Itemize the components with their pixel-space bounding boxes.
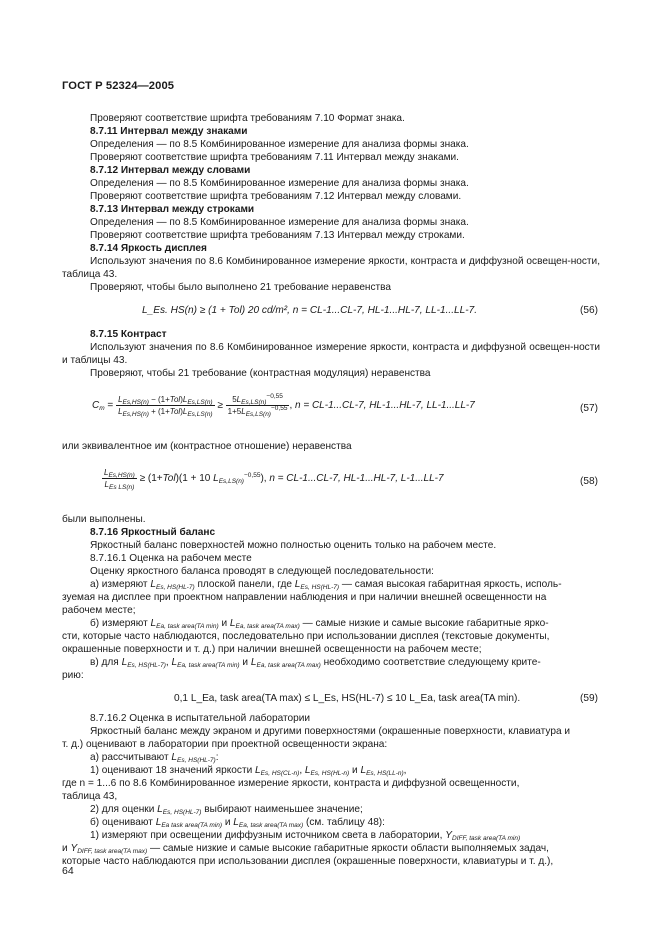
- paragraph: 8.7.16.1 Оценка на рабочем месте: [90, 553, 252, 564]
- paragraph: а) измеряют $L_{Es, HS(HL-7)}$ плоской панели, где $L_{Es, HS(HL-7)}$ — самая высокая габаритная яркость, исполь-: [90, 579, 562, 591]
- paragraph: Определения — по 8.5 Комбинированное измерение для анализа формы знака.: [90, 217, 469, 228]
- formula-56: [62, 298, 600, 324]
- formula-56-number: (56): [580, 305, 598, 316]
- paragraph: Проверяют соответствие шрифта требованиям 7.13 Интервал между строками.: [90, 230, 465, 241]
- paragraph: окрашенные поверхности и т. д.) при наличии внешней освещенности на рабочем месте;: [62, 644, 482, 655]
- formula-57-body: $C_m$ = $\frac{L_{Es,HS(n)} - (1+Tol)L_{Es,LS(n)}}{L_{Es,HS(n)} + (1+Tol)L_{Es,LS(n)}}$ ≥ $\frac{5L_{Es,LS(n)}^{-0,55}}{1+5L_{Es,LS(n)}^{-0,55}}$ , n = CL-1...CL-7, HL-1...HL-7, LL-1...LL-7: [92, 393, 475, 418]
- paragraph: рию:: [62, 670, 84, 681]
- formula-57-fraction-2: $\frac{5L_{Es,LS(n)}^{-0,55}}{1+5L_{Es,LS(n)}^{-0,55}}$: [227, 393, 288, 418]
- paragraph: Проверяют соответствие шрифта требованиям 7.10 Формат знака.: [90, 113, 405, 124]
- section-heading: 8.7.13 Интервал между строками: [90, 204, 255, 215]
- paragraph: Проверяют, чтобы 21 требование (контрастная модуляция) неравенства: [90, 368, 431, 379]
- paragraph: 2) для оценки $L_{Es, HS(HL-7)}$ выбирают наименьшее значение;: [90, 804, 363, 816]
- paragraph: Проверяют, чтобы было выполнено 21 требование неравенства: [90, 282, 392, 293]
- paragraph: 1) измеряют при освещении диффузным источником света в лаборатории, $Y_{DIFF, task area(TA min)}$: [90, 830, 521, 842]
- paragraph: Определения — по 8.5 Комбинированное измерение для анализа формы знака.: [90, 139, 469, 150]
- paragraph: которые часто наблюдаются при использовании дисплея (окрашенные поверхности, клавиатуры и т. д.),: [62, 856, 554, 867]
- section-heading: 8.7.11 Интервал между знаками: [90, 126, 248, 137]
- paragraph: б) оценивают $L_{Ea task area(TA min)}$ и $L_{Ea, task area(TA max)}$ (см. таблицу 48):: [90, 817, 385, 829]
- formula-57: [62, 386, 600, 434]
- formula-58-tail: n = CL-1...CL-7, HL-1...HL-7, L-1...LL-7: [269, 473, 444, 485]
- formula-56-body: L_Es. HS(n) ≥ (1 + Tol) 20 cd/m², n = CL-1...CL-7, HL-1...HL-7, LL-1...LL-7.: [142, 305, 478, 316]
- paragraph: т. д.) оценивают в лаборатории при проектной освещенности экрана:: [62, 739, 388, 750]
- paragraph: Используют значения по 8.6 Комбинированное измерение яркости, контраста и диффузной освещен-ности, таблица 43.: [62, 256, 600, 280]
- paragraph: а) рассчитывают $L_{Es, HS(HL-7)}$:: [90, 752, 219, 764]
- paragraph: Определения — по 8.5 Комбинированное измерение для анализа формы знака.: [90, 178, 469, 189]
- paragraph: Яркостный баланс между экраном и другими поверхностями (окрашенные поверхности, клавиатура и: [90, 726, 571, 737]
- formula-58-fraction: $\frac{L_{Es,HS(n)}}{L_{Es LS(n)}}$: [104, 468, 135, 491]
- paragraph: 1) оценивают 18 значений яркости $L_{Es, HS(CL-n)}$, $L_{Es, HS(HL-n)}$ и $L_{Es, HS(LL-n)}$,: [90, 765, 407, 777]
- formula-58: [62, 459, 600, 507]
- paragraph: Используют значения по 8.6 Комбинированное измерение яркости, контраста и диффузной освещен-ности и таблицы 43.: [62, 342, 600, 366]
- paragraph: 8.7.16.2 Оценка в испытательной лаборатории: [90, 713, 311, 724]
- paragraph: Оценку яркостного баланса проводят в следующей последовательности:: [90, 566, 434, 577]
- page-body: [62, 112, 600, 868]
- formula-57-tail: n = CL-1...CL-7, HL-1...HL-7, LL-1...LL-7: [295, 400, 475, 412]
- section-heading: 8.7.12 Интервал между словами: [90, 165, 251, 176]
- formula-59-body: 0,1 L_Ea, task area(TA max) ≤ L_Es, HS(HL-7) ≤ 10 L_Ea, task area(TA min).: [174, 693, 521, 704]
- paragraph: были выполнены.: [62, 514, 146, 525]
- section-heading: 8.7.16 Яркостный баланс: [90, 527, 216, 538]
- formula-58-number: (58): [580, 476, 598, 487]
- paragraph: рабочем месте;: [62, 605, 136, 616]
- paragraph: и $Y_{DIFF, task area(TA max)}$ — самые низкие и самые высокие габаритные яркости области выполняемых задач,: [62, 843, 549, 855]
- formula-59: [62, 686, 600, 708]
- section-heading: 8.7.15 Контраст: [90, 329, 167, 340]
- section-heading: 8.7.14 Яркость дисплея: [90, 243, 207, 254]
- paragraph: в) для $L_{Es, HS(HL-7)}$, $L_{Ea, task area(TA min)}$ и $L_{Ea, task area(TA max)}$ необходимо соответствие следующему крите-: [90, 657, 541, 669]
- paragraph: или эквивалентное им (контрастное отношение) неравенства: [62, 441, 352, 452]
- paragraph: зуемая на дисплее при проектном направлении наблюдения и при наличии внешней освещенности на: [62, 592, 547, 603]
- formula-57-fraction-1: $\frac{L_{Es,HS(n)} - (1+Tol)L_{Es,LS(n)}}{L_{Es,HS(n)} + (1+Tol)L_{Es,LS(n)}}$: [118, 395, 213, 418]
- formula-58-body: $\frac{L_{Es,HS(n)}}{L_{Es LS(n)}}$ ≥ (1+Tol)(1 + 10 $L_{Es,LS(n)}^{-0,55}$), n = CL-1...CL-7, HL-1...HL-7, L-1...LL-7: [104, 468, 444, 491]
- paragraph: Проверяют соответствие шрифта требованиям 7.12 Интервал между словами.: [90, 191, 462, 202]
- paragraph: сти, которые часто наблюдаются, последовательно при использовании дисплея (текстовые документы,: [62, 631, 550, 642]
- paragraph: где n = 1...6 по 8.6 Комбинированное измерение яркости, контраста и диффузной освещенности,: [62, 778, 520, 789]
- page-number: 64: [62, 865, 74, 877]
- paragraph: Проверяют соответствие шрифта требованиям 7.11 Интервал между знаками.: [90, 152, 459, 163]
- paragraph: Яркостный баланс поверхностей можно полностью оценить только на рабочем месте.: [90, 540, 497, 551]
- formula-57-number: (57): [580, 403, 598, 414]
- formula-59-number: (59): [580, 693, 598, 704]
- paragraph: б) измеряют $L_{Ea, task area(TA min)}$ и $L_{Ea, task area(TA max)}$ — самые низкие и самые высокие габаритные ярко-: [90, 618, 549, 630]
- page-header: ГОСТ Р 52324—2005: [62, 80, 175, 92]
- paragraph: таблица 43,: [62, 791, 118, 802]
